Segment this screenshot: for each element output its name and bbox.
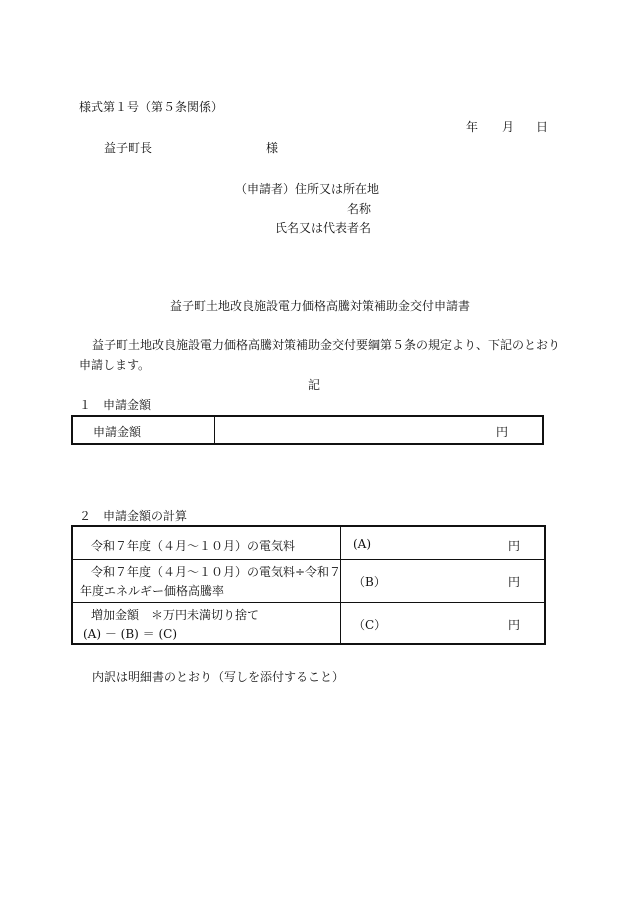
row-a-label: 令和７年度（４月～１０月）の電気料: [91, 539, 296, 553]
form-number: 様式第１号（第５条関係）: [79, 100, 224, 114]
applicant-address-label: （申請者）住所又は所在地: [235, 182, 380, 196]
calculation-table: [71, 525, 546, 645]
row-b-label-line2: 年度エネルギー価格高騰率: [80, 584, 225, 598]
date-year: 年: [466, 120, 479, 134]
row-c-mark: （C）: [353, 618, 387, 632]
table-divider: [214, 417, 215, 443]
table-divider: [340, 527, 341, 643]
section1-heading: １ 申請金額: [79, 398, 152, 412]
section2-heading: ２ 申請金額の計算: [79, 509, 188, 523]
row-b-unit: 円: [508, 575, 521, 589]
row-b-label-line1: 令和７年度（４月～１０月）の電気料÷令和７: [91, 565, 342, 579]
table-divider: [73, 602, 544, 603]
date-day: 日: [536, 120, 549, 134]
row-c-unit: 円: [508, 618, 521, 632]
table-divider: [73, 559, 544, 560]
body-text-line2: 申請します。: [79, 358, 151, 372]
applicant-name-label: 名称: [347, 202, 372, 216]
applicant-representative-label: 氏名又は代表者名: [275, 221, 372, 235]
document-title: 益子町土地改良施設電力価格高騰対策補助金交付申請書: [170, 299, 471, 313]
row-b-mark: （B）: [353, 575, 386, 589]
addressee: 益子町長: [104, 141, 153, 155]
ki-label: 記: [308, 378, 321, 392]
amount-table: [71, 415, 544, 445]
row-c-label-line2: (A) － (B) ＝ (C): [83, 627, 178, 641]
honorific: 様: [266, 141, 279, 155]
amount-unit: 円: [496, 425, 509, 439]
row-a-unit: 円: [508, 539, 521, 553]
amount-row-label: 申請金額: [93, 425, 142, 439]
row-a-mark: (A): [353, 537, 372, 551]
breakdown-note: 内訳は明細書のとおり（写しを添付すること）: [92, 670, 345, 684]
row-c-label-line1: 増加金額 ＊万円未満切り捨て: [91, 608, 260, 622]
date-month: 月: [502, 120, 515, 134]
body-text-line1: 益子町土地改良施設電力価格高騰対策補助金交付要綱第５条の規定より、下記のとおり: [92, 338, 561, 352]
